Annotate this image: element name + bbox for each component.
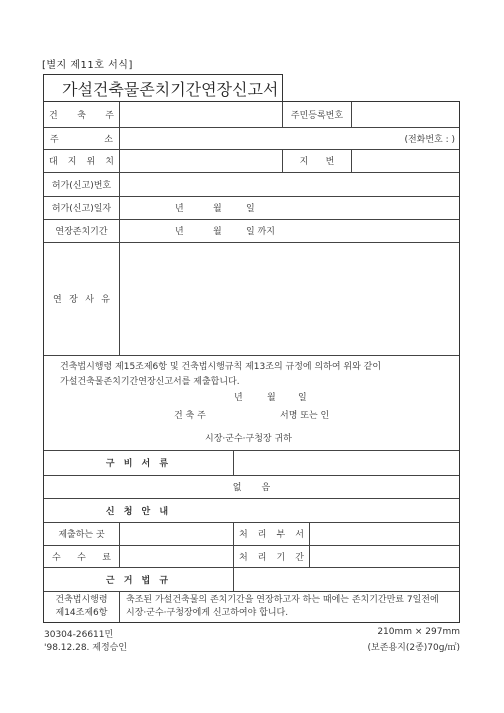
day-label: 일 — [246, 204, 255, 214]
required-documents-header-spacer — [234, 450, 459, 475]
processing-dept-label — [234, 522, 309, 544]
label-char: 서 — [295, 529, 304, 540]
label-char: 처 — [239, 552, 248, 563]
permit-number-field[interactable] — [120, 172, 459, 196]
recipient-label: 시장·군수·구청장 귀하 — [205, 434, 292, 444]
permit-date-label — [44, 196, 119, 219]
declaration-day: 일 — [298, 393, 307, 403]
header-text: 근 거 법 규 — [105, 575, 172, 586]
owner-field[interactable] — [120, 102, 282, 127]
header-text: 구 비 서 류 — [105, 459, 172, 469]
paper-size: 210mm × 297mm — [377, 627, 460, 637]
day-until-label: 일 까지 — [246, 227, 275, 237]
label-char: 기 — [276, 552, 286, 563]
extension-reason-label — [44, 242, 119, 355]
address-label — [44, 127, 119, 149]
label-char: 사 — [85, 295, 94, 305]
declaration-year: 년 — [234, 393, 243, 403]
declaration-line-1: 건축법시행령 제15조제6항 및 건축법시행규칙 제13조의 규정에 의하여 위와 같이 — [60, 362, 382, 372]
label-text: 연장존치기간 — [55, 227, 108, 237]
label-char: 리 — [257, 552, 267, 563]
site-location-label — [44, 149, 119, 172]
label-char: 부 — [276, 529, 286, 540]
label-char: 장 — [69, 295, 78, 305]
value-char: 음 — [261, 483, 271, 493]
fee-field[interactable] — [120, 545, 233, 567]
legal-basis-text — [120, 592, 459, 622]
header-text: 신 청 안 내 — [105, 506, 172, 517]
label-text: 허가(신고)일자 — [51, 204, 112, 214]
permit-number-label — [44, 172, 119, 196]
legal-text-line: 축조된 가설건축물의 존치기간을 연장하고자 하는 때에는 존치기간만료 7일전에 — [126, 595, 439, 605]
label-char: 수 — [52, 552, 61, 563]
label-text: 허가(신고)번호 — [51, 180, 112, 191]
label-char: 대 — [49, 157, 58, 167]
application-guide-header — [44, 498, 233, 522]
fee-label — [44, 545, 119, 567]
value-char: 없 — [232, 483, 242, 493]
permit-date-field[interactable] — [120, 196, 459, 219]
applicant-label: 건 축 주 — [174, 411, 206, 421]
required-documents-header — [44, 450, 233, 475]
legal-basis-header — [44, 567, 233, 591]
label-char: 번 — [325, 157, 335, 167]
label-text: 제출하는 곳 — [58, 529, 105, 540]
label-char: 지 — [67, 157, 77, 167]
required-documents-value — [44, 475, 459, 498]
address-field[interactable] — [120, 127, 459, 149]
resident-id-label — [283, 102, 351, 127]
label-char: 지 — [299, 157, 309, 167]
submit-to-field[interactable] — [120, 522, 233, 544]
processing-period-field[interactable] — [310, 545, 459, 567]
month-label: 월 — [213, 227, 222, 237]
label-char: 주 — [50, 134, 59, 145]
legal-text-line: 시장·군수·구청장에게 신고하여야 합니다. — [126, 608, 289, 618]
law-article: 제14조제6항 — [55, 608, 108, 618]
label-char: 유 — [101, 295, 110, 305]
label-char: 수 — [77, 552, 86, 563]
document-title — [43, 74, 283, 101]
label-char: 건 — [49, 111, 58, 121]
lot-number-label — [283, 149, 351, 172]
label-text: 주민등록번호 — [290, 111, 344, 121]
processing-period-label — [234, 545, 309, 567]
declaration-month: 월 — [267, 393, 276, 403]
processing-dept-field[interactable] — [310, 522, 459, 544]
label-char: 축 — [77, 111, 86, 121]
owner-label — [44, 102, 119, 127]
extension-period-field[interactable] — [120, 219, 459, 242]
label-char: 연 — [53, 295, 62, 305]
extension-reason-field[interactable] — [120, 242, 459, 355]
approval-date: '98.12.28. 제정승인 — [44, 643, 128, 653]
title-text: 가설건축물존치기간연장신고서 — [62, 79, 279, 99]
label-char: 주 — [105, 111, 114, 121]
form-number-label: [별지 제11호 서식] — [42, 60, 133, 71]
paper-spec: (보존용지(2종)70g/㎡) — [367, 643, 460, 653]
year-label: 년 — [175, 204, 184, 214]
extension-period-label — [44, 219, 119, 242]
label-char: 치 — [105, 157, 114, 167]
label-char: 간 — [295, 552, 304, 563]
col-divider — [233, 567, 234, 591]
label-char: 처 — [239, 529, 248, 540]
form-code: 30304-26611민 — [44, 630, 114, 640]
lot-number-field[interactable] — [352, 149, 459, 172]
site-location-field[interactable] — [120, 149, 282, 172]
resident-id-field[interactable] — [352, 102, 459, 127]
label-char: 위 — [86, 157, 96, 167]
year-label: 년 — [175, 227, 184, 237]
label-char: 소 — [104, 134, 113, 145]
submit-to-label — [44, 522, 119, 544]
law-name: 건축법시행령 — [55, 595, 108, 605]
signature-label: 서명 또는 인 — [280, 411, 330, 421]
declaration-line-2: 가설건축물존치기간연장신고서를 제출합니다. — [60, 377, 240, 387]
form-table — [43, 101, 460, 623]
row-divider — [44, 355, 459, 356]
legal-basis-law — [44, 592, 119, 622]
phone-number-label: (전화번호 : ) — [404, 134, 455, 145]
month-label: 월 — [213, 204, 222, 214]
label-char: 료 — [102, 552, 111, 563]
label-char: 리 — [257, 529, 267, 540]
